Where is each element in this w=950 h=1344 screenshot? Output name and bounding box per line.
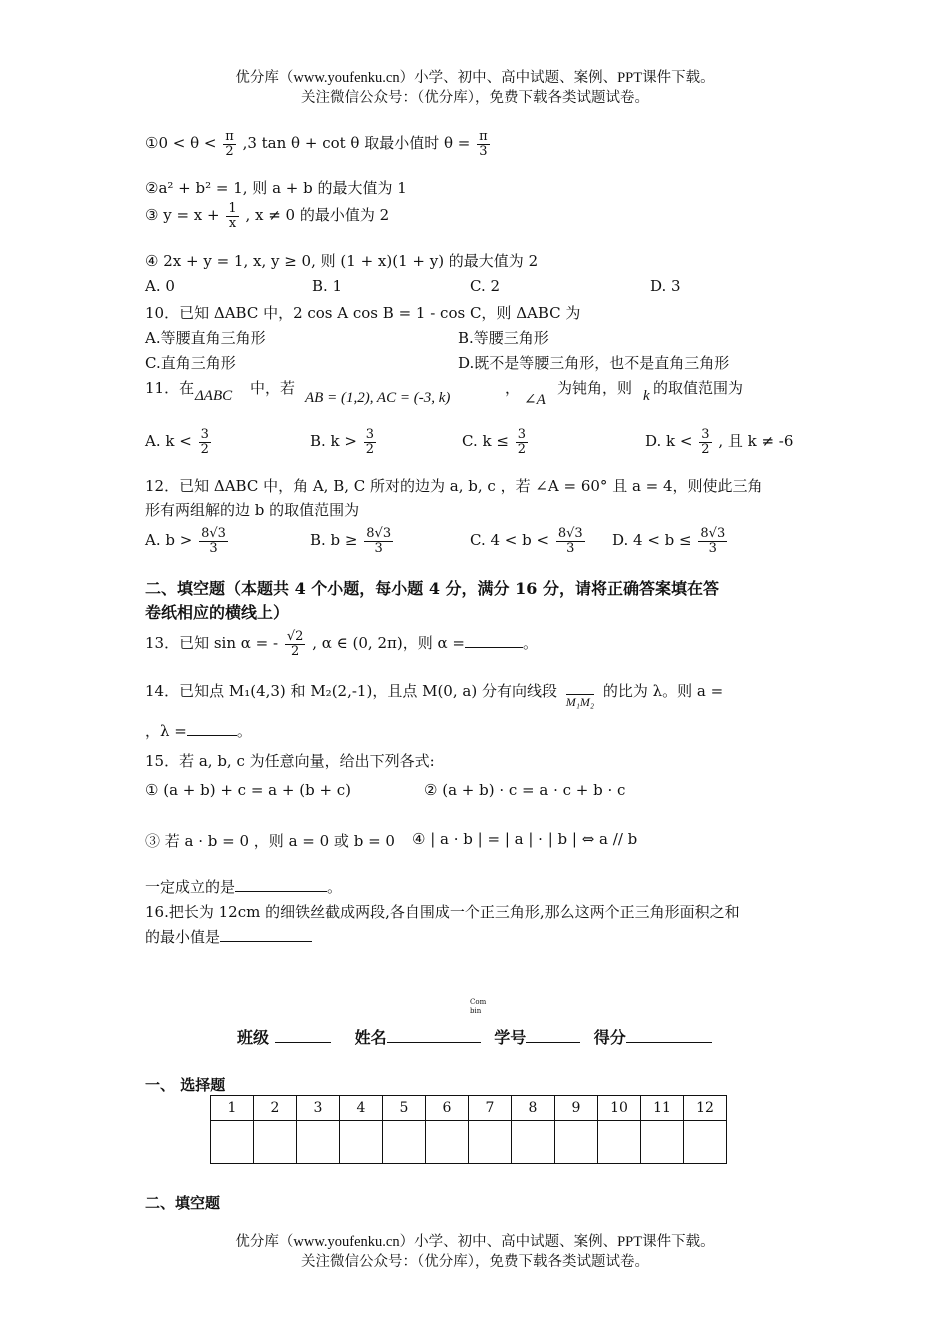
q9-option-d: D. 3 — [650, 277, 681, 295]
q11-option-c: C. k ≤ $\frac{3}{2}$ — [462, 427, 526, 457]
q9-statement-2: ②a² + b² = 1, 则 a + b 的最大值为 1 — [145, 179, 407, 197]
answer-cell[interactable] — [340, 1121, 383, 1164]
q15-stem: 15．若 a, b, c 为任意向量，给出下列各式: — [145, 752, 435, 770]
q14-line-1: 14．已知点 M₁(4,3) 和 M₂(2,-1)，且点 M(0, a) 分有向线段 M₁M₂ 的比为 λ。则 a = — [145, 682, 724, 709]
q12-option-d: D. 4 < b ≤ $\frac{8√3}{3}$ — [612, 526, 726, 556]
q9-statement-1: ①0 < θ < $\frac{\pi}{2}$ ,3 tan θ + cot θ 取最小值时 θ = $\frac{\pi}{3}$ — [145, 129, 488, 159]
answer-cell[interactable] — [297, 1121, 340, 1164]
q10-option-d: D.既不是等腰三角形，也不是直角三角形 — [458, 354, 730, 372]
answer-table-col: 2 — [254, 1096, 297, 1121]
answer-table-col: 9 — [555, 1096, 598, 1121]
score-field[interactable] — [626, 1042, 712, 1043]
q15-formula-3: ③ 若 a · b = 0 ，则 a = 0 或 b = 0 — [145, 832, 395, 850]
q10-stem: 10．已知 ΔABC 中，2 cos A cos B = 1 - cos C，则 ΔABC 为 — [145, 304, 581, 322]
answer-table-col: 10 — [598, 1096, 641, 1121]
footer-line-2: 关注微信公众号：（优分库），免费下载各类试题试卷。 — [301, 1254, 649, 1270]
q11-option-d: D. k < $\frac{3}{2}$ , 且 k ≠ -6 — [645, 427, 794, 457]
q11-stem-b: ΔABC — [195, 388, 233, 404]
answer-cell[interactable] — [684, 1121, 727, 1164]
answer-sheet-info: 班级 姓名 学号 得分 — [237, 1025, 712, 1048]
answer-sheet-section-2: 二、填空题 — [145, 1194, 221, 1212]
name-field[interactable] — [387, 1042, 481, 1043]
answer-table-header-row — [211, 1096, 727, 1121]
fraction: $\frac{3}{2}$ — [701, 427, 710, 457]
answer-cell[interactable] — [555, 1121, 598, 1164]
answer-table-col: 7 — [469, 1096, 512, 1121]
section-2-heading-line-1: 二、填空题（本题共 4 个小题，每小题 4 分，满分 16 分，请将正确答案填在答 — [145, 579, 719, 598]
q11-stem-f: ∠A — [524, 392, 546, 408]
q11-option-b: B. k > $\frac{3}{2}$ — [310, 427, 375, 457]
answer-table-col: 11 — [641, 1096, 684, 1121]
answer-table-col: 12 — [684, 1096, 727, 1121]
segment-label: M₁M₂ — [565, 695, 595, 709]
q15-formula-1: ① (a + b) + c = a + (b + c) — [145, 781, 352, 799]
combin-label: Com bin — [470, 998, 487, 1015]
fraction: $\frac{8√3}{3}$ — [366, 526, 392, 556]
section-2-heading-line-2: 卷纸相应的横线上） — [145, 603, 290, 622]
number-field[interactable] — [526, 1042, 580, 1043]
q10-option-b: B.等腰三角形 — [458, 329, 549, 347]
q9-option-a: A. 0 — [145, 277, 175, 295]
fraction: $\frac{\pi}{2}$ — [225, 129, 234, 159]
fraction: $\frac{3}{2}$ — [200, 427, 209, 457]
q12-option-b: B. b ≥ $\frac{8√3}{3}$ — [310, 526, 392, 556]
answer-table-col: 6 — [426, 1096, 469, 1121]
answer-cell[interactable] — [426, 1121, 469, 1164]
answer-sheet-section-1: 一、 选择题 — [145, 1076, 226, 1094]
answer-cell[interactable] — [211, 1121, 254, 1164]
q12-line-2: 形有两组解的边 b 的取值范围为 — [145, 501, 360, 519]
fraction: $\frac{8√3}{3}$ — [700, 526, 726, 556]
q16-line-2: 的最小值是 — [145, 926, 312, 947]
q14-line-2: ，λ = 。 — [145, 722, 252, 740]
q16-line-1: 16.把长为 12cm 的细铁丝截成两段,各自围成一个正三角形,那么这两个正三角形面积之和 — [145, 903, 740, 921]
answer-cell[interactable] — [641, 1121, 684, 1164]
answer-blank[interactable] — [465, 647, 523, 648]
answer-table-col: 3 — [297, 1096, 340, 1121]
answer-cell[interactable] — [512, 1121, 555, 1164]
q10-option-a: A.等腰直角三角形 — [145, 329, 266, 347]
q10-option-c: C.直角三角形 — [145, 354, 236, 372]
answer-blank[interactable] — [220, 941, 312, 942]
fraction: $\frac{√2}{2}$ — [286, 629, 304, 659]
fraction: $\frac{3}{2}$ — [517, 427, 526, 457]
answer-table — [210, 1095, 727, 1164]
answer-blank[interactable] — [187, 735, 237, 736]
fraction: $\frac{\pi}{3}$ — [479, 129, 488, 159]
fraction: $\frac{1}{x}$ — [228, 201, 237, 231]
answer-cell[interactable] — [469, 1121, 512, 1164]
class-field[interactable] — [275, 1042, 331, 1043]
q12-option-c: C. 4 < b < $\frac{8√3}{3}$ — [470, 526, 583, 556]
q15-tail: 一定成立的是 。 — [145, 878, 343, 896]
q12-line-1: 12．已知 ΔABC 中，角 A, B, C 所对的边为 a, b, c ，若 ∠A = 60° 且 a = 4，则使此三角 — [145, 477, 763, 495]
q15-formula-2: ② (a + b) · c = a · c + b · c — [424, 781, 626, 799]
answer-table-col: 8 — [512, 1096, 555, 1121]
q11-stem-g: 为钝角，则 — [557, 379, 633, 397]
footer-line-1: 优分库（www.youfenku.cn）小学、初中、高中试题、案例、PPT课件下载。 — [235, 1234, 715, 1250]
fraction: $\frac{3}{2}$ — [365, 427, 375, 457]
answer-blank[interactable] — [235, 891, 327, 892]
header-line-2: 关注微信公众号：（优分库），免费下载各类试题试卷。 — [301, 90, 649, 106]
answer-cell[interactable] — [383, 1121, 426, 1164]
q15-formula-4: ④ | a · b | = | a | · | b | ⇔ a // b — [412, 830, 638, 848]
q11-stem-a: 11．在 — [145, 379, 195, 397]
q11-stem-c: 中，若 — [250, 379, 296, 397]
q11-stem-h: k — [643, 388, 650, 404]
q12-option-a: A. b > $\frac{8√3}{3}$ — [145, 526, 226, 556]
answer-cell[interactable] — [598, 1121, 641, 1164]
q11-stem-i: 的取值范围为 — [653, 379, 744, 397]
answer-cell[interactable] — [254, 1121, 297, 1164]
header-line-1: 优分库（www.youfenku.cn）小学、初中、高中试题、案例、PPT课件下载。 — [235, 70, 715, 86]
answer-table-col: 5 — [383, 1096, 426, 1121]
answer-table-col: 4 — [340, 1096, 383, 1121]
q13: 13．已知 sin α = - $\frac{√2}{2}$ , α ∈ (0, 2π)，则 α = 。 — [145, 629, 538, 659]
q9-statement-3: ③ y = x + $\frac{1}{x}$ , x ≠ 0 的最小值为 2 — [145, 201, 390, 231]
answer-table-row — [211, 1121, 727, 1164]
q9-option-c: C. 2 — [470, 277, 501, 295]
answer-table-col: 1 — [211, 1096, 254, 1121]
q11-option-a: A. k < $\frac{3}{2}$ — [145, 427, 209, 457]
q11-stem-d: AB = (1,2), AC = (-3, k) — [305, 390, 451, 406]
fraction: $\frac{8√3}{3}$ — [201, 526, 226, 556]
fraction: $\frac{8√3}{3}$ — [557, 526, 583, 556]
q9-statement-4: ④ 2x + y = 1, x, y ≥ 0, 则 (1 + x)(1 + y) 的最大值为 2 — [145, 252, 539, 270]
q11-stem-e: ， — [505, 379, 521, 397]
q9-option-b: B. 1 — [312, 277, 343, 295]
